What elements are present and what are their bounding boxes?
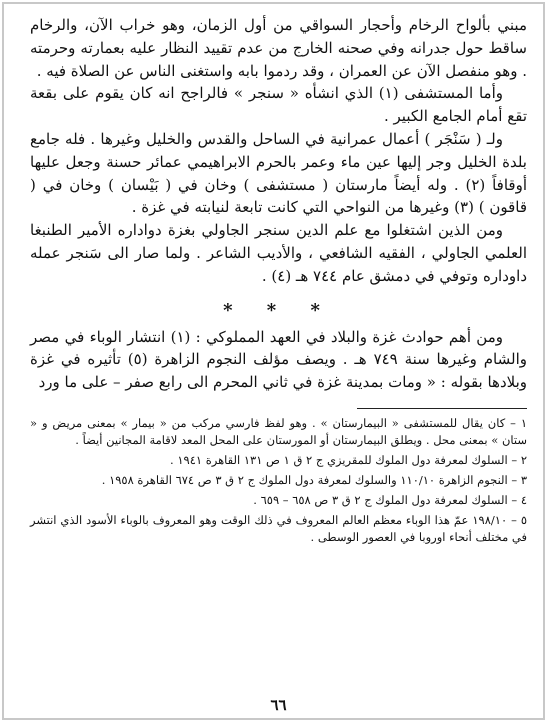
paragraph-1: مبني بألواح الرخام وأحجار السواقي من أول الزمان، وهو خراب الآن، والرخام ساقط حول جدرانه وفي صحنه الخارج من عدم تقييد النظار عليه بعمارته وحرمته . وهو منفصل الآن عن العمران ، وقد ردموا بابه واستغنى الناس عن الصلاة فيه . xyxy=(30,16,527,80)
footnote-1: ١ – كان يقال للمستشفى « البيمارستان » . وهو لفظ فارسي مركب من « بيمار » بمعنى مريض و « ستان » بمعنى محل . ويطلق البيمارستان أو المورستان على المحل المعد لاقامة المجانين أيضاً . xyxy=(30,415,527,447)
footnote-4: ٤ – السلوك لمعرفة دول الملوك ج ٢ ق ٣ ص ٦٥٨ – ٦٥٩ . xyxy=(253,492,527,507)
document-page xyxy=(30,14,527,714)
body-text xyxy=(30,14,527,394)
footnote-divider xyxy=(357,408,527,409)
paragraph-4: ومن الذين اشتغلوا مع علم الدين سنجر الجاولي بغزة دواداره الأمير الطنبغا العلمي الجاولي ، الفقيه الشافعي ، والأديب الشاعر . ولما صار الى سَنجر عمله داوداره وتوفي في دمشق عام ٧٤٤ هـ (٤) . xyxy=(30,221,527,285)
paragraph-2: وأما المستشفى (١) الذي انشأه « سنجر » فالراجح انه كان يقوم على بقعة تقع أمام الجامع الكبير . xyxy=(30,84,527,126)
footnotes xyxy=(30,415,527,546)
paragraph-3: ولـ ( سَنْجَر ) أعمال عمرانية في الساحل والقدس والخليل وغيرها . فله جامع بلدة الخليل وجر إليها عين ماء وعمر بالحرم الابراهيمي عمائر حسنة وجعل عليها أوقافاً (٢) . وله أيضاً مارستان ( مستشفى ) وخان في ( بَيْسان ) وخان في ( قاقون ) (٣) وغيرها من النواحي التي كانت تابعة لنيابته في غزة . xyxy=(30,129,528,217)
footnote-5: ٥ – ١٩٨/١٠ عمّ هذا الوباء معظم العالم المعروف في ذلك الوقت وهو المعروف بالوباء الأسود الذي انتشر في مختلف أنحاء اوروبا في العصور الوسطى . xyxy=(30,512,527,544)
paragraph-5: ومن أهم حوادث غزة والبلاد في العهد المملوكي : (١) انتشار الوباء في مصر والشام وغيرها سنة ٧٤٩ هـ . ويصف مؤلف النجوم الزاهرة (٥) تأثيره في غزة وبلادها بقوله : « ومات بمدينة غزة في ثاني المحرم الى رابع صفر – على ما ورد xyxy=(30,327,527,392)
page-number: ٦٦ xyxy=(270,696,287,714)
page-frame xyxy=(2,2,545,720)
footnote-2: ٢ – السلوك لمعرفة دول الملوك للمقريزي ج ٢ ق ١ ص ١٣١ القاهرة ١٩٤١ . xyxy=(170,452,527,467)
footnote-3: ٣ – النجوم الزاهرة ١١٠/١٠ والسلوك لمعرفة دول الملوك ج ٢ ق ٣ ص ٦٧٤ القاهرة ١٩٥٨ . xyxy=(101,472,527,487)
section-separator: * * * xyxy=(223,299,334,321)
